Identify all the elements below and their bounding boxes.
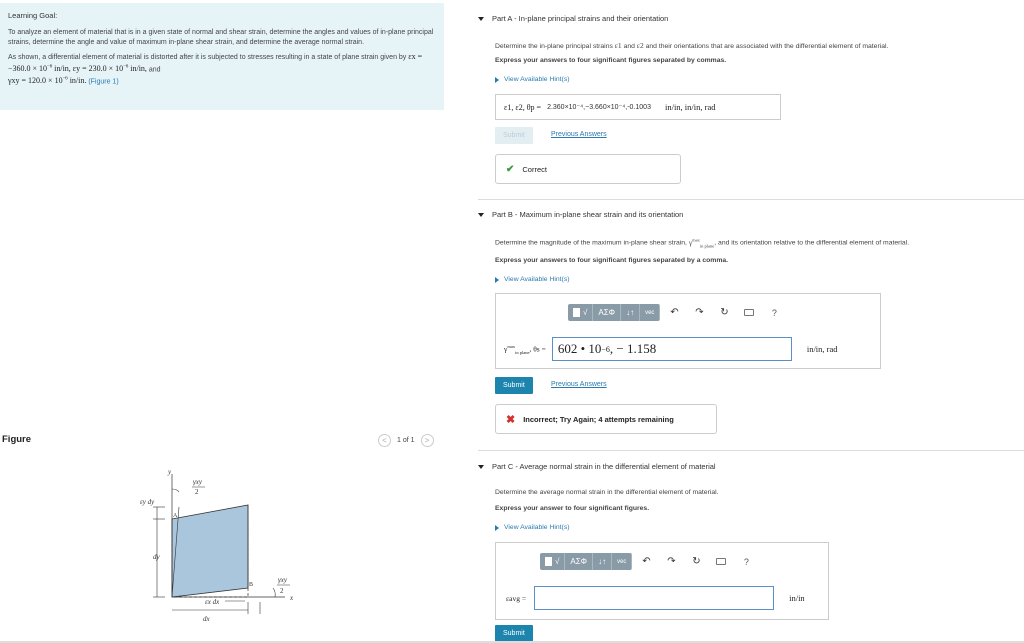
part-a-header[interactable] [478,14,668,23]
part-b-editor [495,293,881,369]
part-c-units: in/in [789,593,805,603]
svg-text:x: x [290,594,294,602]
part-a-answer [495,94,781,120]
expand-triangle-icon [495,525,499,531]
expand-triangle-icon [495,277,499,283]
part-a-instructions: Express your answers to four significant figures separated by commas. [495,57,727,64]
part-b-answer-input[interactable]: 602 • 10 −6 , − 1.158 [552,337,792,361]
svg-text:dx: dx [203,615,210,623]
redo-icon[interactable]: ↷ [667,556,676,567]
collapse-triangle-icon [478,465,484,469]
equation-label: $\gamma^{max}_{in plane}$, θs = [504,343,546,355]
part-b-header[interactable] [478,210,683,219]
part-c-instructions: Express your answer to four significant figures. [495,505,650,512]
svg-text:2: 2 [195,488,199,496]
x-mark-icon: ✖ [506,413,516,426]
svg-text:dy: dy [153,553,160,561]
problem-parts [478,0,1024,643]
deformed-element [172,505,248,597]
part-b-units: in/in, rad [806,344,838,354]
template-button[interactable] [540,553,565,570]
sqrt-icon: √ [583,308,588,317]
prev-figure-button[interactable] [378,434,391,447]
learning-goal-text: To analyze an element of material that is in a given state of normal and shear strain, determine the angles and values of in-plane principal strains, determine the angle and value of maximum in-plane shear strain, and determine the average normal strain. [8,29,434,46]
svg-text:εx dx: εx dx [205,598,220,606]
svg-text:γxy: γxy [278,576,287,584]
reset-icon[interactable]: ↻ [720,307,729,318]
part-a-submit-button[interactable]: Submit [495,127,533,144]
figure-link[interactable]: (Figure 1) [88,78,119,86]
part-c-title: Part C - Average normal strain in the differential element of material [492,462,716,471]
figure-pager [378,434,434,447]
svg-text:A: A [173,513,178,519]
strain-element-figure [135,462,305,627]
expand-triangle-icon [495,77,499,83]
part-b-instructions: Express your answers to four significant figures separated by a comma. [495,257,729,264]
equation-label: εavg = [506,593,527,603]
reset-icon[interactable]: ↻ [692,556,701,567]
sqrt-icon: √ [555,557,560,566]
part-c-submit-button[interactable]: Submit [495,625,533,642]
learning-goal-title: Learning Goal: [8,11,58,20]
part-c-equation [506,586,805,610]
svg-text:y: y [168,468,172,476]
part-b-hint-link[interactable]: View Available Hint(s) [495,276,569,283]
pager-count: 1 of 1 [397,437,415,444]
checkmark-icon: ✔ [506,163,515,175]
figure-heading: Figure [2,434,32,445]
part-a-title: Part A - In-plane principal strains and their orientation [492,14,669,23]
collapse-triangle-icon [478,17,484,21]
arrows-button[interactable]: ↓↑ [593,553,612,570]
math-toolbar [540,553,757,570]
part-c-editor [495,542,829,620]
part-b-previous-answers-link[interactable]: Previous Answers [551,381,607,388]
vec-button[interactable]: vec [640,304,660,321]
math-toolbar [568,304,785,321]
chevron-right-icon: > [424,436,430,445]
undo-icon[interactable]: ↶ [670,307,679,318]
help-button[interactable]: ? [771,307,777,318]
part-c-header[interactable] [478,462,716,471]
part-b-equation [504,337,838,361]
answer-symbols: ε1, ε2, θp = [504,102,542,112]
redo-icon[interactable]: ↷ [695,307,704,318]
part-a-feedback: ✔ Correct [495,154,681,184]
greek-button[interactable]: ΑΣΦ [593,304,621,321]
part-b-title: Part B - Maximum in-plane shear strain and its orientation [492,210,684,219]
help-button[interactable]: ? [743,556,749,567]
part-c-answer-input[interactable] [534,586,774,610]
problem-statement: As shown, a differential element of material is distorted after it is subjected to stresses resulting in a state of plane strain given by $\varepsilon x = -360.0 \times 10^{-6}$ in/in, $\varepsilon y = 230.0 \times 10^{-6}$ in/in, and $\gamma xy = 120.0 \times 10^{-6}$ in/in. (Figure 1) [8,52,423,86]
part-a-hint-link[interactable]: View Available Hint(s) [495,76,569,83]
part-a-prompt: Determine the in-plane principal strains ε1 and ε2 and their orientations that are associated with the differential element of material. [495,41,889,50]
part-a-previous-answers-link[interactable]: Previous Answers [551,131,607,138]
keyboard-icon[interactable] [710,553,732,570]
part-b-feedback: ✖ Incorrect; Try Again; 4 attempts remaining [495,404,717,434]
part-b-prompt: Determine the magnitude of the maximum in-plane shear strain, $\gamma^{max}_{in plane}$, and its orientation relative to the differential element of material. [495,237,910,248]
collapse-triangle-icon [478,213,484,217]
next-figure-button[interactable] [421,434,434,447]
template-button[interactable] [568,304,593,321]
part-b-submit-button[interactable]: Submit [495,377,533,394]
answer-units: in/in, in/in, rad [664,102,716,112]
part-c-hint-link[interactable]: View Available Hint(s) [495,524,569,531]
keyboard-icon[interactable] [738,304,760,321]
arrows-button[interactable]: ↓↑ [621,304,640,321]
vec-button[interactable]: vec [612,553,632,570]
svg-text:γxy: γxy [193,478,202,486]
svg-text:B: B [249,582,254,588]
learning-goal-panel [0,3,444,110]
chevron-left-icon: < [382,436,387,445]
part-c-prompt: Determine the average normal strain in the differential element of material. [495,489,719,496]
answer-value: 2.360×10⁻⁴,−3.660×10⁻⁴,-0.1003 [547,104,651,111]
greek-button[interactable]: ΑΣΦ [565,553,593,570]
undo-icon[interactable]: ↶ [642,556,651,567]
svg-text:εy dy: εy dy [140,498,155,506]
svg-text:2: 2 [280,587,284,595]
